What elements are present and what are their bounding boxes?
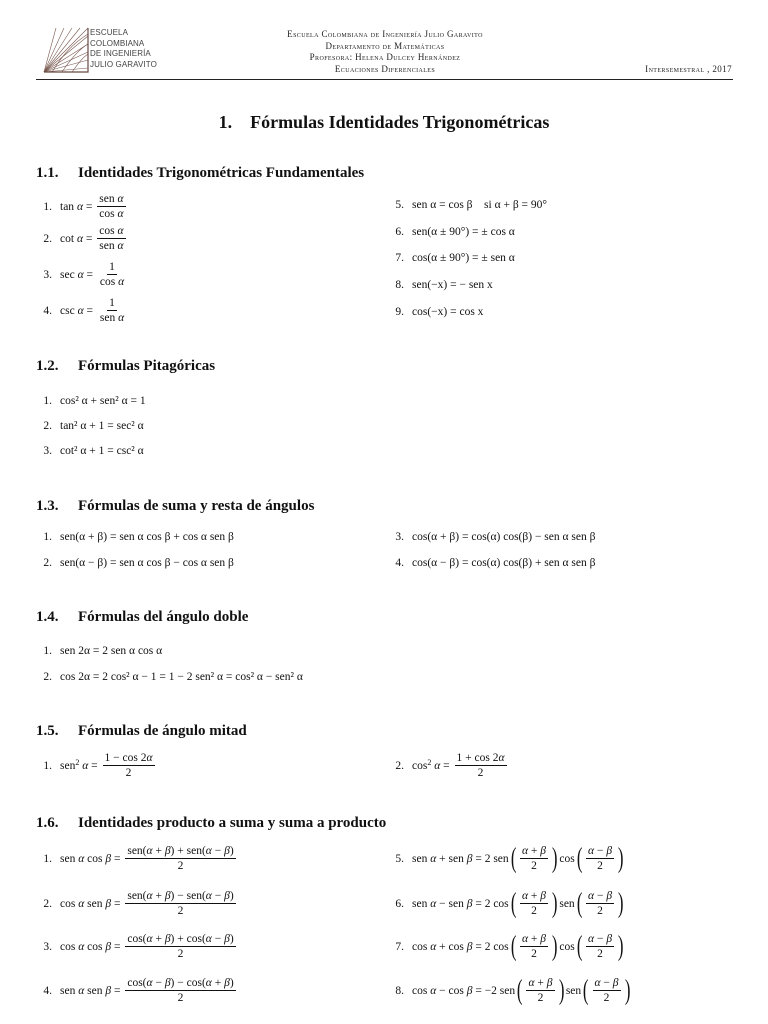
formula-text: sen 2α = 2 sen α cos α [60, 645, 163, 657]
item-number: 2. [43, 671, 52, 683]
formula-sen-sum [36, 531, 234, 543]
item-number: 2. [43, 557, 52, 569]
item-number: 4. [43, 304, 52, 317]
header-course: Ecuaciones Diferenciales [334, 63, 436, 74]
formula-sen-double [36, 645, 162, 657]
item-number: 4. [43, 984, 52, 997]
formula-cos-shift [388, 252, 515, 264]
formula-sum-sen-plus: 5. sen α + sen β = 2 sen ( $\frac{\alpha + \beta}{2}$ ) cos ( $\frac{\alpha - \beta}{2}$ ) [388, 845, 625, 872]
logo-emblem-icon [42, 26, 90, 74]
formula-text: cos(α − β) = cos(α) cos(β) + sen α sen β [412, 557, 596, 569]
section-title: Fórmulas del ángulo doble [78, 609, 249, 625]
formula-cos-double [36, 671, 303, 683]
page-title-text: Fórmulas Identidades Trigonométricas [250, 112, 550, 132]
item-number: 5. [395, 852, 404, 865]
section-heading-1-4 [36, 609, 248, 626]
formula-text: sen(α + β) = sen α cos β + cos α sen β [60, 531, 234, 543]
section-number: 1.3. [36, 498, 59, 514]
item-number: 8. [395, 984, 404, 997]
item-number: 1. [43, 200, 52, 213]
formula-cos-sum [388, 531, 595, 543]
formula-sum-cos-plus: 7. cos α + cos β = 2 cos ( $\frac{\alpha + \beta}{2}$ ) cos ( $\frac{\alpha - \beta}{2}$ ) [388, 933, 625, 960]
header-department: Departamento de Matemáticas [325, 40, 445, 51]
logo-line-4: JULIO GARAVITO [90, 59, 157, 69]
item-number: 1. [43, 395, 52, 407]
formula-text: cos(α ± 90°) = ± sen α [412, 252, 515, 264]
item-number: 3. [43, 940, 52, 953]
item-number: 2. [43, 420, 52, 432]
item-number: 3. [395, 531, 404, 543]
formula-pythagorean-1 [36, 395, 146, 407]
section-number: 1.1. [36, 165, 59, 181]
formula-sum-sen-minus: 6. sen α − sen β = 2 cos ( $\frac{\alpha + \beta}{2}$ ) sen ( $\frac{\alpha - \beta}{2}$ ) [388, 890, 625, 917]
page-title [0, 112, 768, 133]
logo-line-3: DE INGENIERÍA [90, 49, 151, 58]
item-number: 6. [395, 897, 404, 910]
section-number: 1.5. [36, 723, 59, 739]
university-logo [42, 26, 160, 74]
section-heading-1-6 [36, 815, 386, 832]
item-number: 2. [43, 897, 52, 910]
header-term: Intersemestral , 2017 [645, 64, 732, 74]
formula-cot: 2. cot α = $\frac{\text{cos α}}{\text{sen α}}$ [36, 225, 128, 252]
formula-tan: 1. tan α = $\frac{\text{sen α}}{\text{cos α}}$ [36, 193, 128, 220]
formula-text: sen(α ± 90°) = ± cos α [412, 226, 515, 238]
section-title: Identidades producto a suma y suma a producto [78, 815, 387, 831]
formula-text: sen(α − β) = sen α cos β − cos α sen β [60, 557, 234, 569]
formula-text: cos² α + sen² α = 1 [60, 395, 146, 407]
formula-sen-odd [388, 279, 493, 291]
item-number: 2. [43, 232, 52, 245]
page-title-number: 1. [218, 112, 233, 132]
logo-line-2: COLOMBIANA [90, 38, 145, 48]
item-number: 7. [395, 940, 404, 953]
section-title: Fórmulas de ángulo mitad [78, 723, 247, 739]
item-number: 4. [395, 557, 404, 569]
item-number: 3. [43, 268, 52, 281]
section-title: Identidades Trigonométricas Fundamentales [78, 165, 365, 181]
section-heading-1-3 [36, 498, 314, 515]
item-number: 3. [43, 445, 52, 457]
formula-cos-even [388, 306, 483, 318]
section-title: Fórmulas Pitagóricas [78, 358, 216, 374]
item-number: 2. [395, 759, 404, 772]
item-number: 5. [395, 199, 404, 211]
formula-sen-half: 1. sen$^2$ α = $\frac{1 - \cos 2\alpha}{2}$ [36, 752, 157, 779]
formula-product-cos-sen: 2. cos α sen β = $\frac{\text{sen(α + β) − sen(α − β)}}{2}$ [36, 890, 238, 917]
formula-text: cot² α + 1 = csc² α [60, 445, 144, 457]
formula-text: sen(−x) = − sen x [412, 279, 493, 291]
formula-text: tan² α + 1 = sec² α [60, 420, 144, 432]
formula-product-sen-cos: 1. sen α cos β = $\frac{\text{sen(α + β) + sen(α − β)}}{2}$ [36, 845, 238, 872]
formula-text: cos(−x) = cos x [412, 306, 484, 318]
header-school: Escuela Colombiana de Ingeniería Julio Garavito [287, 29, 483, 39]
header-info [180, 29, 590, 75]
formula-text: cos 2α = 2 cos² α − 1 = 1 − 2 sen² α = cos² α − sen² α [60, 671, 303, 683]
section-number: 1.6. [36, 815, 59, 831]
formula-pythagorean-2 [36, 420, 144, 432]
logo-line-1: ESCUELA [90, 28, 129, 37]
formula-cos-diff [388, 557, 595, 569]
item-number: 1. [43, 645, 52, 657]
item-number: 1. [43, 759, 52, 772]
item-number: 1. [43, 852, 52, 865]
item-number: 6. [395, 226, 404, 238]
formula-sum-cos-minus: 8. cos α − cos β = −2 sen ( $\frac{\alpha + \beta}{2}$ ) sen ( $\frac{\alpha - \beta}{2}$ ) [388, 977, 632, 1004]
section-heading-1-5 [36, 723, 247, 740]
formula-product-cos-cos: 3. cos α cos β = $\frac{\cos(\alpha + \beta) + \cos(\alpha - \beta)}{2}$ [36, 933, 238, 960]
formula-text: sen α = cos β si α + β = 90° [412, 199, 548, 211]
item-number: 7. [395, 252, 404, 264]
item-number: 9. [395, 306, 404, 318]
formula-complementary [388, 199, 547, 211]
formula-sen-diff [36, 557, 234, 569]
item-number: 8. [395, 279, 404, 291]
formula-sen-shift [388, 226, 515, 238]
header-divider [36, 79, 733, 80]
formula-text: cos(α + β) = cos(α) cos(β) − sen α sen β [412, 531, 596, 543]
formula-product-sen-sen: 4. sen α sen β = $\frac{\cos(\alpha - \beta) - \cos(\alpha + \beta)}{2}$ [36, 977, 238, 1004]
section-title: Fórmulas de suma y resta de ángulos [78, 498, 315, 514]
section-heading-1-1 [36, 165, 364, 182]
formula-csc: 4. csc α = $\frac{1}{\text{sen α}}$ [36, 297, 128, 324]
formula-cos-half: 2. $\cos^2 \alpha$ = $\frac{1 + \cos 2\alpha}{2}$ [388, 752, 509, 779]
item-number: 1. [43, 531, 52, 543]
section-number: 1.4. [36, 609, 59, 625]
formula-pythagorean-3 [36, 445, 144, 457]
formula-sec: 3. sec α = $\frac{1}{\text{cos α}}$ [36, 261, 128, 288]
section-number: 1.2. [36, 358, 59, 374]
header-professor: Profesora: Helena Dulcey Hernández [309, 52, 461, 62]
section-heading-1-2 [36, 358, 215, 375]
